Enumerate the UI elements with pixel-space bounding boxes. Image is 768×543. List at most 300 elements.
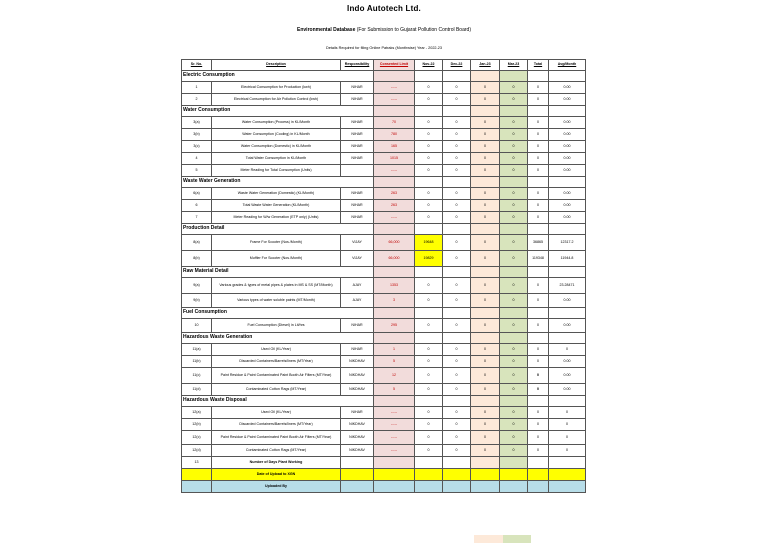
- upload-cell: [182, 469, 212, 481]
- cell-sr-no: 11(b): [182, 356, 212, 368]
- section-empty-cell: [443, 177, 471, 188]
- section-header-row: [182, 224, 586, 235]
- section-header-row: [182, 177, 586, 188]
- header-responsibility: Responsibility: [341, 60, 374, 71]
- cell-mar-23: 0: [500, 344, 528, 356]
- cell-total: 0: [528, 82, 549, 94]
- cell-dec-22: 0: [443, 200, 471, 212]
- cell-mar-23: 0: [500, 188, 528, 200]
- cell-mar-23: 0: [500, 165, 528, 177]
- section-empty-cell: [415, 106, 443, 117]
- cell-responsibility: AJAY: [341, 294, 374, 308]
- section-empty-cell: [374, 224, 415, 235]
- cell-consented-limit: 1353: [374, 278, 415, 294]
- cell-mar-23: 0: [500, 419, 528, 431]
- cell-avg-month: 0.00: [549, 212, 586, 224]
- header-row: [182, 60, 586, 71]
- cell-description: Meter Reading for W/w Generation (ETP only) (Units): [212, 212, 341, 224]
- section-empty-cell: [415, 224, 443, 235]
- cell-avg-month: 0.00: [549, 384, 586, 396]
- section-empty-cell: [471, 71, 500, 82]
- section-title: Raw Material Detail: [182, 267, 374, 278]
- cell-consented-limit: 295: [374, 319, 415, 333]
- cell-consented-limit: 12: [374, 368, 415, 384]
- cell-total: 0: [528, 200, 549, 212]
- cell-mar-23: 0: [500, 294, 528, 308]
- cell-mar-23: 0: [500, 153, 528, 165]
- cell-consented-limit: -----: [374, 445, 415, 457]
- cell-responsibility: NIKDHAV: [341, 368, 374, 384]
- cell-total: 0: [528, 384, 549, 396]
- cell-avg-month: 0.00: [549, 82, 586, 94]
- section-empty-cell: [443, 333, 471, 344]
- upload-cell: [341, 469, 374, 481]
- section-empty-cell: [443, 267, 471, 278]
- upload-cell: [549, 469, 586, 481]
- cell-jan-23: 0: [471, 153, 500, 165]
- section-empty-cell: [528, 224, 549, 235]
- cell-description: Various types of water soluble paints (MT/Month): [212, 294, 341, 308]
- cell-jan-23: 0: [471, 165, 500, 177]
- cell-mar-23: 0: [500, 278, 528, 294]
- details-line: Details Required for filing Online Patraks (Monthwise) Year - 2022-23: [325, 46, 443, 50]
- cell-responsibility: NIKDHAV: [341, 356, 374, 368]
- section-title: Hazardous Waste Generation: [182, 333, 374, 344]
- section-empty-cell: [549, 177, 586, 188]
- section-empty-cell: [471, 106, 500, 117]
- section-empty-cell: [528, 71, 549, 82]
- cell-total: 0: [528, 431, 549, 445]
- cell-description: Contaminated Cotton Rags (MT/Year): [212, 384, 341, 396]
- cell-dec-22: 0: [443, 368, 471, 384]
- upload-cell: [374, 469, 415, 481]
- cell-sr-no: 11(c): [182, 368, 212, 384]
- table-row: [182, 445, 586, 457]
- cell-responsibility: NIHAR: [341, 94, 374, 106]
- cell-responsibility: NIHAR: [341, 82, 374, 94]
- table-row: [182, 368, 586, 384]
- uploaded-by-label: Uploaded By: [212, 481, 341, 493]
- header-total: Total: [528, 60, 549, 71]
- cell-jan-23: 0: [471, 188, 500, 200]
- cell-mar-23: 0: [500, 445, 528, 457]
- cell-responsibility: NIKDHAV: [341, 431, 374, 445]
- cell-total: 119348: [528, 251, 549, 267]
- upload-cell: [500, 469, 528, 481]
- section-header-row: [182, 267, 586, 278]
- table-row: [182, 212, 586, 224]
- cell-avg-month: 0.00: [549, 165, 586, 177]
- cell-consented-limit: 165: [374, 141, 415, 153]
- header-jan-23: Jan-23: [471, 60, 500, 71]
- table-row: [182, 431, 586, 445]
- table-row: [182, 235, 586, 251]
- upload-date-row: [182, 469, 586, 481]
- cell-description: Water Consumption (Domestic) in KL/Month: [212, 141, 341, 153]
- cell-consented-limit: 5: [374, 356, 415, 368]
- cell-avg-month: 0.00: [549, 117, 586, 129]
- table-row: [182, 407, 586, 419]
- cell-sr-no: 9(b): [182, 294, 212, 308]
- section-empty-cell: [443, 396, 471, 407]
- cell-consented-limit: 1: [374, 344, 415, 356]
- cell-dec-22: 0: [443, 445, 471, 457]
- cell-consented-limit: 3: [374, 294, 415, 308]
- cell-avg-month: 0: [549, 344, 586, 356]
- cell-responsibility: VIJAY: [341, 235, 374, 251]
- section-empty-cell: [500, 71, 528, 82]
- cell-total: 0: [528, 445, 549, 457]
- section-empty-cell: [549, 333, 586, 344]
- cell-sr-no: 3(a): [182, 117, 212, 129]
- cell-sr-no: 12(c): [182, 431, 212, 445]
- cell-nov-22: 0: [415, 200, 443, 212]
- cell-consented-limit: -----: [374, 94, 415, 106]
- days-cell: [528, 457, 549, 469]
- cell-nov-22: 0: [415, 82, 443, 94]
- cell-dec-22: 0: [443, 153, 471, 165]
- section-empty-cell: [471, 396, 500, 407]
- cell-total: 0: [528, 407, 549, 419]
- section-empty-cell: [443, 308, 471, 319]
- cell-consented-limit: 66,000: [374, 235, 415, 251]
- uploaded-by-cell: [471, 481, 500, 493]
- cell-dec-22: 0: [443, 165, 471, 177]
- cell-total: 0: [528, 278, 549, 294]
- cell-sr-no: 12(a): [182, 407, 212, 419]
- table-row: [182, 200, 586, 212]
- cell-jan-23: 0: [471, 141, 500, 153]
- cell-jan-23: 0: [471, 294, 500, 308]
- cell-consented-limit: 1015: [374, 153, 415, 165]
- cell-nov-22: 0: [415, 419, 443, 431]
- cell-nov-22: 0: [415, 431, 443, 445]
- cell-dec-22: 0: [443, 319, 471, 333]
- cell-mar-23: 0: [500, 368, 528, 384]
- cell-total: 0: [528, 129, 549, 141]
- cell-mar-23: 0: [500, 235, 528, 251]
- cell-total: 0: [528, 294, 549, 308]
- cell-total: 0: [528, 419, 549, 431]
- cell-avg-month: 0.00: [549, 141, 586, 153]
- days-label: Number of Days Plant Working: [212, 457, 341, 469]
- cell-jan-23: 0: [471, 235, 500, 251]
- uploaded-by-cell: [415, 481, 443, 493]
- table-row: [182, 129, 586, 141]
- uploaded-by-cell: [341, 481, 374, 493]
- cell-mar-23: 0: [500, 407, 528, 419]
- cell-total: 0: [528, 319, 549, 333]
- section-empty-cell: [528, 396, 549, 407]
- section-title: Waste Water Generation: [182, 177, 374, 188]
- section-empty-cell: [471, 224, 500, 235]
- section-empty-cell: [549, 106, 586, 117]
- cell-nov-22: 0: [415, 356, 443, 368]
- section-empty-cell: [500, 267, 528, 278]
- cell-jan-23: 0: [471, 384, 500, 396]
- cell-description: Muffler For Scooter (Nos./Month): [212, 251, 341, 267]
- cell-description: Discarded Containers/Barrels/liners (MT/Year): [212, 419, 341, 431]
- cell-nov-22: 0: [415, 212, 443, 224]
- cell-avg-month: 0.00: [549, 294, 586, 308]
- cell-total: 0: [528, 141, 549, 153]
- cell-description: Electrical Consumption for Air Pollution Control (kwh): [212, 94, 341, 106]
- table-row: [182, 356, 586, 368]
- table-row: [182, 94, 586, 106]
- table-row: [182, 384, 586, 396]
- section-empty-cell: [500, 308, 528, 319]
- days-working-row: [182, 457, 586, 469]
- cell-responsibility: NIHAR: [341, 200, 374, 212]
- cell-responsibility: NIHAR: [341, 129, 374, 141]
- section-title: Hazardous Waste Disposal: [182, 396, 374, 407]
- table-row: [182, 278, 586, 294]
- cell-responsibility: NIHAR: [341, 117, 374, 129]
- cell-total: 0: [528, 117, 549, 129]
- cell-total: 0: [528, 165, 549, 177]
- cell-total: 36865: [528, 235, 549, 251]
- section-header-row: [182, 333, 586, 344]
- cell-total: 0: [528, 188, 549, 200]
- days-sr: 13: [182, 457, 212, 469]
- cell-avg-month: 0.00: [549, 94, 586, 106]
- cell-jan-23: 0: [471, 445, 500, 457]
- cell-mar-23: 0: [500, 319, 528, 333]
- cell-jan-23: 0: [471, 212, 500, 224]
- section-empty-cell: [500, 396, 528, 407]
- table-row: [182, 165, 586, 177]
- table-row: [182, 117, 586, 129]
- cell-responsibility: VIJAY: [341, 251, 374, 267]
- section-title: Production Detail: [182, 224, 374, 235]
- header-consented-limit: Consented Limit: [374, 60, 415, 71]
- cell-sr-no: 9(a): [182, 278, 212, 294]
- environmental-table: [181, 59, 586, 493]
- cell-dec-22: 0: [443, 278, 471, 294]
- mar-column-swatch: [503, 535, 531, 543]
- cell-description: Used Oil (KL/Year): [212, 344, 341, 356]
- cell-jan-23: 0: [471, 344, 500, 356]
- cell-nov-22: 19829: [415, 251, 443, 267]
- section-empty-cell: [374, 308, 415, 319]
- cell-jan-23: 0: [471, 82, 500, 94]
- upload-cell: [528, 469, 549, 481]
- cell-jan-23: 0: [471, 407, 500, 419]
- cell-description: Total Waste Water Generation (KL/Month): [212, 200, 341, 212]
- cell-total: 0: [528, 153, 549, 165]
- cell-responsibility: NIKDHAV: [341, 419, 374, 431]
- section-header-row: [182, 308, 586, 319]
- cell-sr-no: 3(b): [182, 129, 212, 141]
- section-empty-cell: [471, 308, 500, 319]
- upload-date-label: Date of Upload to XGN: [212, 469, 341, 481]
- days-cell: [374, 457, 415, 469]
- section-empty-cell: [443, 71, 471, 82]
- subtitle-rest: (For Submission to Gujarat Pollution Control Board): [355, 27, 471, 33]
- section-empty-cell: [415, 333, 443, 344]
- cell-avg-month: 11944.8: [549, 251, 586, 267]
- cell-sr-no: 6: [182, 200, 212, 212]
- table-body: [182, 71, 586, 457]
- header-avg-month: Avg/Month: [549, 60, 586, 71]
- uploaded-by-cell: [528, 481, 549, 493]
- section-title: Water Consumption: [182, 106, 374, 117]
- section-empty-cell: [500, 224, 528, 235]
- cell-nov-22: 19648: [415, 235, 443, 251]
- table-row: [182, 82, 586, 94]
- cell-jan-23: 0: [471, 419, 500, 431]
- section-empty-cell: [549, 224, 586, 235]
- cell-avg-month: 0.00: [549, 319, 586, 333]
- days-cell: [415, 457, 443, 469]
- uploaded-by-cell: [374, 481, 415, 493]
- cell-avg-month: 0: [549, 431, 586, 445]
- cell-consented-limit: 70: [374, 117, 415, 129]
- cell-total: 0: [528, 212, 549, 224]
- section-empty-cell: [500, 177, 528, 188]
- cell-sr-no: 6(a): [182, 188, 212, 200]
- cell-nov-22: 0: [415, 153, 443, 165]
- cell-jan-23: 0: [471, 431, 500, 445]
- cell-avg-month: 0.00: [549, 153, 586, 165]
- days-cell: [471, 457, 500, 469]
- cell-sr-no: 10: [182, 319, 212, 333]
- cell-jan-23: 0: [471, 319, 500, 333]
- header-sr-no: Sr. No.: [182, 60, 212, 71]
- cell-consented-limit: -----: [374, 431, 415, 445]
- section-empty-cell: [415, 267, 443, 278]
- cell-total: 0: [528, 344, 549, 356]
- cell-mar-23: 0: [500, 141, 528, 153]
- cell-sr-no: 11(d): [182, 384, 212, 396]
- cell-nov-22: 0: [415, 141, 443, 153]
- cell-dec-22: 0: [443, 344, 471, 356]
- cell-nov-22: 0: [415, 188, 443, 200]
- cell-dec-22: 0: [443, 82, 471, 94]
- cell-avg-month: 0.00: [549, 368, 586, 384]
- cell-sr-no: 8(b): [182, 251, 212, 267]
- header-mar-23: Mar-23: [500, 60, 528, 71]
- section-empty-cell: [528, 106, 549, 117]
- cell-avg-month: 0: [549, 419, 586, 431]
- table-row: [182, 344, 586, 356]
- cell-responsibility: NIHAR: [341, 153, 374, 165]
- table-row: [182, 153, 586, 165]
- table-row: [182, 419, 586, 431]
- cell-dec-22: 0: [443, 117, 471, 129]
- cell-description: Contaminated Cotton Rags (MT/Year): [212, 445, 341, 457]
- section-empty-cell: [500, 106, 528, 117]
- cell-nov-22: 0: [415, 407, 443, 419]
- days-cell: [500, 457, 528, 469]
- section-empty-cell: [549, 71, 586, 82]
- cell-consented-limit: 780: [374, 129, 415, 141]
- cell-description: Used Oil (KL/Year): [212, 407, 341, 419]
- cell-nov-22: 0: [415, 445, 443, 457]
- uploaded-by-cell: [500, 481, 528, 493]
- cell-responsibility: NIHAR: [341, 407, 374, 419]
- section-header-row: [182, 396, 586, 407]
- cell-mar-23: 0: [500, 384, 528, 396]
- section-empty-cell: [443, 106, 471, 117]
- section-empty-cell: [415, 396, 443, 407]
- cell-nov-22: 0: [415, 344, 443, 356]
- table-row: [182, 319, 586, 333]
- cell-jan-23: 0: [471, 356, 500, 368]
- section-empty-cell: [374, 333, 415, 344]
- cell-jan-23: 0: [471, 129, 500, 141]
- cell-jan-23: 0: [471, 368, 500, 384]
- section-header-row: [182, 71, 586, 82]
- company-name: Indo Autotech Ltd.: [347, 4, 421, 13]
- cell-description: Total Water Consumption in KL/Month: [212, 153, 341, 165]
- cell-mar-23: 0: [500, 251, 528, 267]
- cell-sr-no: 11(a): [182, 344, 212, 356]
- upload-cell: [471, 469, 500, 481]
- cell-mar-23: 0: [500, 129, 528, 141]
- upload-cell: [415, 469, 443, 481]
- cell-dec-22: 0: [443, 356, 471, 368]
- uploaded-by-cell: [182, 481, 212, 493]
- cell-responsibility: NIHAR: [341, 319, 374, 333]
- cell-description: Water Consumption (Process) in KL/Month: [212, 117, 341, 129]
- section-empty-cell: [528, 177, 549, 188]
- cell-total: 0: [528, 94, 549, 106]
- days-cell: [341, 457, 374, 469]
- cell-consented-limit: 66,000: [374, 251, 415, 267]
- section-title: Fuel Consumption: [182, 308, 374, 319]
- cell-nov-22: 0: [415, 129, 443, 141]
- cell-description: Water Consumption (Cooling) in KL/Month: [212, 129, 341, 141]
- cell-sr-no: 2: [182, 94, 212, 106]
- cell-dec-22: 0: [443, 407, 471, 419]
- days-cell: [549, 457, 586, 469]
- subtitle-bold: Environmental Database: [297, 27, 356, 33]
- cell-dec-22: 0: [443, 431, 471, 445]
- cell-description: Discarded Containers/Barrels/liners (MT/Year): [212, 356, 341, 368]
- cell-total: 0: [528, 368, 549, 384]
- cell-nov-22: 0: [415, 278, 443, 294]
- cell-jan-23: 0: [471, 200, 500, 212]
- cell-avg-month: 12317.2: [549, 235, 586, 251]
- cell-description: Paint Residue & Paint Contaminated Paint Booth Air Filters (MT/Year): [212, 431, 341, 445]
- cell-consented-limit: 5: [374, 384, 415, 396]
- cell-nov-22: 0: [415, 319, 443, 333]
- section-empty-cell: [374, 396, 415, 407]
- cell-nov-22: 0: [415, 117, 443, 129]
- cell-jan-23: 0: [471, 117, 500, 129]
- section-empty-cell: [549, 267, 586, 278]
- cell-description: Various grades & types of metal pipes & plates in MS & SS (MT/Month): [212, 278, 341, 294]
- cell-description: Electrical Consumption for Production (kwh): [212, 82, 341, 94]
- cell-responsibility: NIHAR: [341, 141, 374, 153]
- cell-sr-no: 12(d): [182, 445, 212, 457]
- cell-avg-month: 0: [549, 445, 586, 457]
- header-nov-22: Nov-22: [415, 60, 443, 71]
- section-empty-cell: [415, 177, 443, 188]
- cell-sr-no: 12(b): [182, 419, 212, 431]
- cell-description: Waste Water Generation (Domestic) (KL/Month): [212, 188, 341, 200]
- cell-dec-22: 0: [443, 294, 471, 308]
- cell-description: Frame For Scooter (Nos./Month): [212, 235, 341, 251]
- cell-avg-month: 0.00: [549, 129, 586, 141]
- section-empty-cell: [528, 333, 549, 344]
- cell-consented-limit: -----: [374, 419, 415, 431]
- cell-consented-limit: -----: [374, 407, 415, 419]
- cell-mar-23: 0: [500, 356, 528, 368]
- cell-dec-22: 0: [443, 384, 471, 396]
- section-empty-cell: [549, 396, 586, 407]
